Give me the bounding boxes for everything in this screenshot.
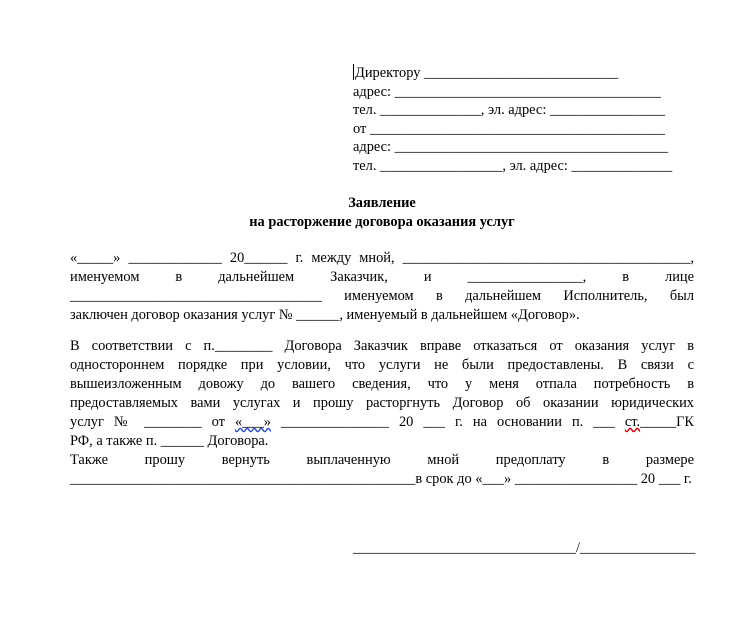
text-cursor: [353, 64, 354, 80]
paragraph-line: именуемом в дальнейшем Заказчик, и ________________, в лице: [70, 269, 694, 285]
paragraph-line: ________________________________________________в срок до «___» _________________ 20 ___ г.: [70, 471, 692, 487]
signature-line: _______________________________/________________: [353, 540, 696, 556]
header-line-from: от _________________________________________: [353, 120, 665, 137]
header-line-director: Директору ___________________________: [355, 65, 619, 81]
paragraph-line: «_____» _____________ 20______ г. между мной, ________________________________________,: [70, 250, 694, 266]
paragraph-line: Также прошу вернуть выплаченную мной предоплату в размере: [70, 452, 694, 468]
header-line-address-2: адрес: ______________________________________: [353, 139, 669, 156]
paragraph-contract: [70, 249, 694, 325]
paragraph-line: В соответствии с п.________ Договора Заказчик вправе отказаться от оказания услуг в: [70, 338, 694, 354]
title-line-2: на расторжение договора оказания услуг: [249, 214, 515, 230]
paragraph-line: одностороннем порядке при условии, что услуги не были предоставлены. В связи с: [70, 357, 694, 373]
paragraph-line: предоставляемых вами услугах и прошу расторгнуть Договор об оказании юридических: [70, 395, 694, 411]
paragraph-line: вышеизложенным довожу до вашего сведения, что у меня отпала потребность в: [70, 376, 694, 392]
document-title: [70, 194, 694, 232]
paragraph-line: заключен договор оказания услуг № ______, именуемый в дальнейшем «Договор».: [70, 307, 580, 323]
paragraph-line: РФ, а также п. ______ Договора.: [70, 433, 269, 449]
spellcheck-marked-text: «___»: [234, 414, 271, 430]
paragraph-line: ___________________________________ именуемом в дальнейшем Исполнитель, был: [70, 288, 694, 304]
paragraph-termination: [70, 337, 694, 489]
paragraph-line: услуг № ________ от «___» _______________ 20 ___ г. на основании п. ___ ст._____ГК: [70, 414, 694, 430]
header-line-phone: тел. ______________, эл. адрес: ________________: [353, 102, 666, 119]
addressee-block: [353, 64, 693, 176]
title-line-1: Заявление: [348, 195, 416, 211]
spellcheck-marked-text: ст.: [624, 414, 641, 430]
header-line-phone-2: тел. _________________, эл. адрес: ______________: [353, 157, 673, 174]
header-line-address: адрес: _____________________________________: [353, 83, 661, 100]
